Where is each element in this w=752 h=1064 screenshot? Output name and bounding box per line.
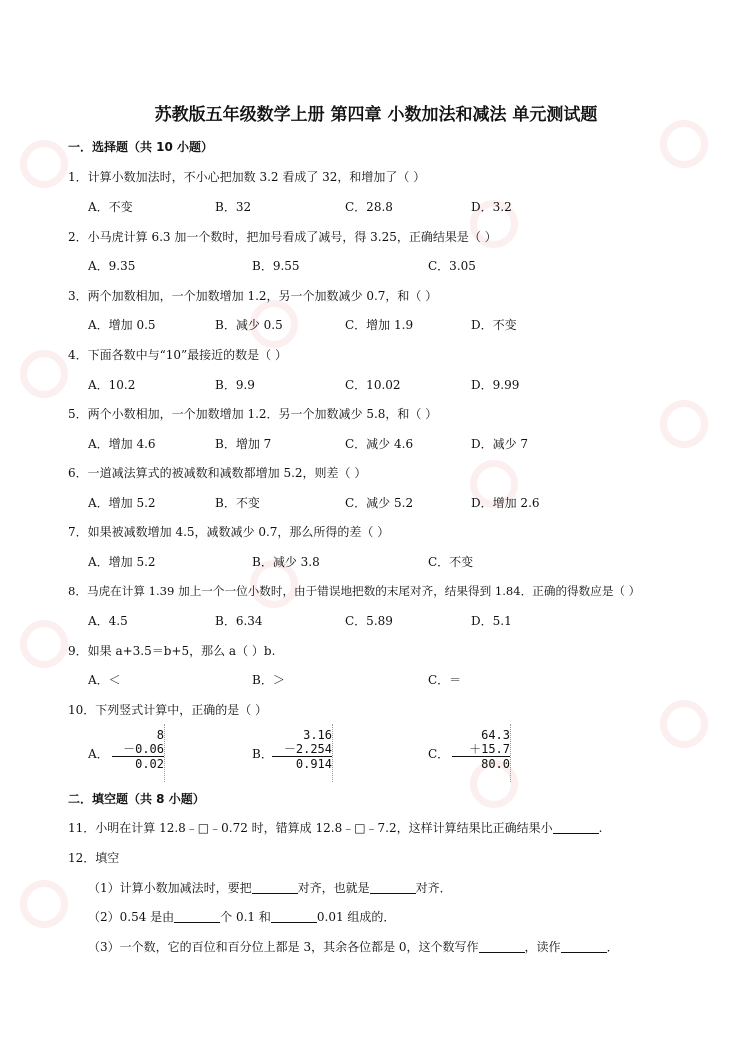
option-c[interactable]: C．增加 1.9 [345,318,414,332]
option-d[interactable]: D．9.99 [471,378,520,392]
question-2: 2．小马虎计算 6.3 加一个数时，把加号看成了减号，得 3.25，正确结果是（ ） [68,230,497,244]
option-a[interactable]: A．＜ [88,673,121,687]
question-6: 6．一道减法算式的被减数和减数都增加 5.2，则差（ ） [68,466,367,480]
options-9 [88,671,708,687]
vertical-calc-b [272,728,332,771]
option-b[interactable]: B．6.34 [215,614,263,628]
vertical-calc-c [452,728,510,771]
option-b[interactable]: B．＞ [252,673,285,687]
calc-row: 3.16 [303,728,332,742]
question-5: 5．两个小数相加，一个加数增加 1.2．另一个加数减少 5.8，和（ ） [68,407,438,421]
watermark [20,350,68,398]
answer-blank[interactable] [252,881,298,894]
options-3 [88,316,708,332]
options-7 [88,553,708,569]
answer-blank[interactable] [174,910,220,923]
question-10: 10．下列竖式计算中，正确的是（ ） [68,703,268,717]
watermark [20,880,68,928]
question-text: （1）计算小数加减法时，要把 [88,881,252,895]
option-d[interactable]: D．增加 2.6 [471,496,540,510]
calc-result: 0.914 [272,756,332,771]
question-text: ，读作 [524,940,561,954]
option-d[interactable]: D．不变 [471,318,517,332]
calc-row: 64.3 [481,728,510,742]
options-1 [88,198,708,214]
answer-blank[interactable] [479,940,525,953]
option-c[interactable]: C．3.05 [428,259,476,273]
question-7: 7．如果被减数增加 4.5，减数减少 0.7，那么所得的差（ ） [68,525,390,539]
options-5 [88,435,708,451]
option-a[interactable]: A．9.35 [88,259,136,273]
option-c[interactable]: C．5.89 [345,614,393,628]
question-text: 11．小明在计算 12.8﹣□﹣0.72 时，错算成 12.8﹣□﹣7.2，这样计算结果比正确结果小 [68,821,553,835]
options-4 [88,376,708,392]
vertical-calc-a [112,728,164,771]
option-b[interactable]: B．9.55 [252,259,300,273]
option-b[interactable]: B．不变 [215,496,260,510]
watermark [20,140,68,188]
option-a[interactable]: A．4.5 [88,614,128,628]
option-b[interactable]: B．减少 0.5 [215,318,283,332]
option-b[interactable]: B． [252,747,273,761]
answer-blank[interactable] [561,940,607,953]
options-8 [88,612,708,628]
calc-row: ＋15.7 [469,742,510,756]
calc-row: －2.254 [283,742,332,756]
answer-blank[interactable] [553,821,599,834]
option-b[interactable]: B．增加 7 [215,437,272,451]
question-text: 对齐． [415,881,452,895]
watermark [20,620,68,668]
option-a[interactable]: A． [88,747,109,761]
calc-row: 8 [156,728,164,742]
question-11 [68,819,602,836]
option-a[interactable]: A．10.2 [88,378,136,392]
watermark [660,120,708,168]
question-text: 0.01 组成的． [316,910,396,924]
calc-row: －0.06 [123,742,164,756]
option-a[interactable]: A．不变 [88,200,133,214]
option-d[interactable]: D．减少 7 [471,437,529,451]
question-4: 4．下面各数中与“10”最接近的数是（ ） [68,348,287,362]
question-12-part-1 [88,879,452,896]
options-6 [88,494,708,510]
option-c[interactable]: C．28.8 [345,200,393,214]
question-8: 8．马虎在计算 1.39 加上一个一位小数时，由于错误地把数的末尾对齐，结果得到 1.84．正确的得数应是（ ） [68,584,641,598]
option-a[interactable]: A．增加 5.2 [88,496,156,510]
calc-result: 0.02 [112,756,164,771]
question-1: 1．计算小数加法时，不小心把加数 3.2 看成了 32，和增加了（ ） [68,170,426,184]
question-text: （2）0.54 是由 [88,910,175,924]
option-b[interactable]: B．减少 3.8 [252,555,320,569]
option-c[interactable]: C． [428,747,450,761]
answer-blank[interactable] [271,910,317,923]
question-9: 9．如果 a+3.5＝b+5，那么 a（ ）b. [68,644,276,658]
options-10 [88,745,708,761]
question-12-part-3 [88,938,619,955]
question-text: ． [606,940,619,954]
watermark [660,700,708,748]
section-heading-fill: 二．填空题（共 8 小题） [68,792,205,806]
option-c[interactable]: C．减少 5.2 [345,496,414,510]
option-a[interactable]: A．增加 5.2 [88,555,156,569]
question-12-part-2 [88,908,395,925]
calc-result: 80.0 [452,756,510,771]
option-a[interactable]: A．增加 4.6 [88,437,156,451]
question-12: 12．填空 [68,851,120,865]
options-2 [88,257,708,273]
question-text: . [598,821,603,835]
option-a[interactable]: A．增加 0.5 [88,318,156,332]
question-3: 3．两个加数相加，一个加数增加 1.2，另一个加数减少 0.7，和（ ） [68,289,438,303]
option-c[interactable]: C．减少 4.6 [345,437,414,451]
option-d[interactable]: D．3.2 [471,200,512,214]
question-text: 对齐，也就是 [297,881,370,895]
answer-blank[interactable] [370,881,416,894]
option-b[interactable]: B．9.9 [215,378,255,392]
question-text: （3）一个数，它的百位和百分位上都是 3，其余各位都是 0，这个数写作 [88,940,479,954]
section-heading-choice: 一．选择题（共 10 小题） [68,140,214,154]
page-title: 苏教版五年级数学上册 第四章 小数加法和减法 单元测试题 [154,105,598,125]
option-c[interactable]: C．＝ [428,673,462,687]
question-text: 个 0.1 和 [220,910,271,924]
option-b[interactable]: B．32 [215,200,252,214]
option-c[interactable]: C．不变 [428,555,474,569]
option-d[interactable]: D．5.1 [471,614,512,628]
option-c[interactable]: C．10.02 [345,378,401,392]
